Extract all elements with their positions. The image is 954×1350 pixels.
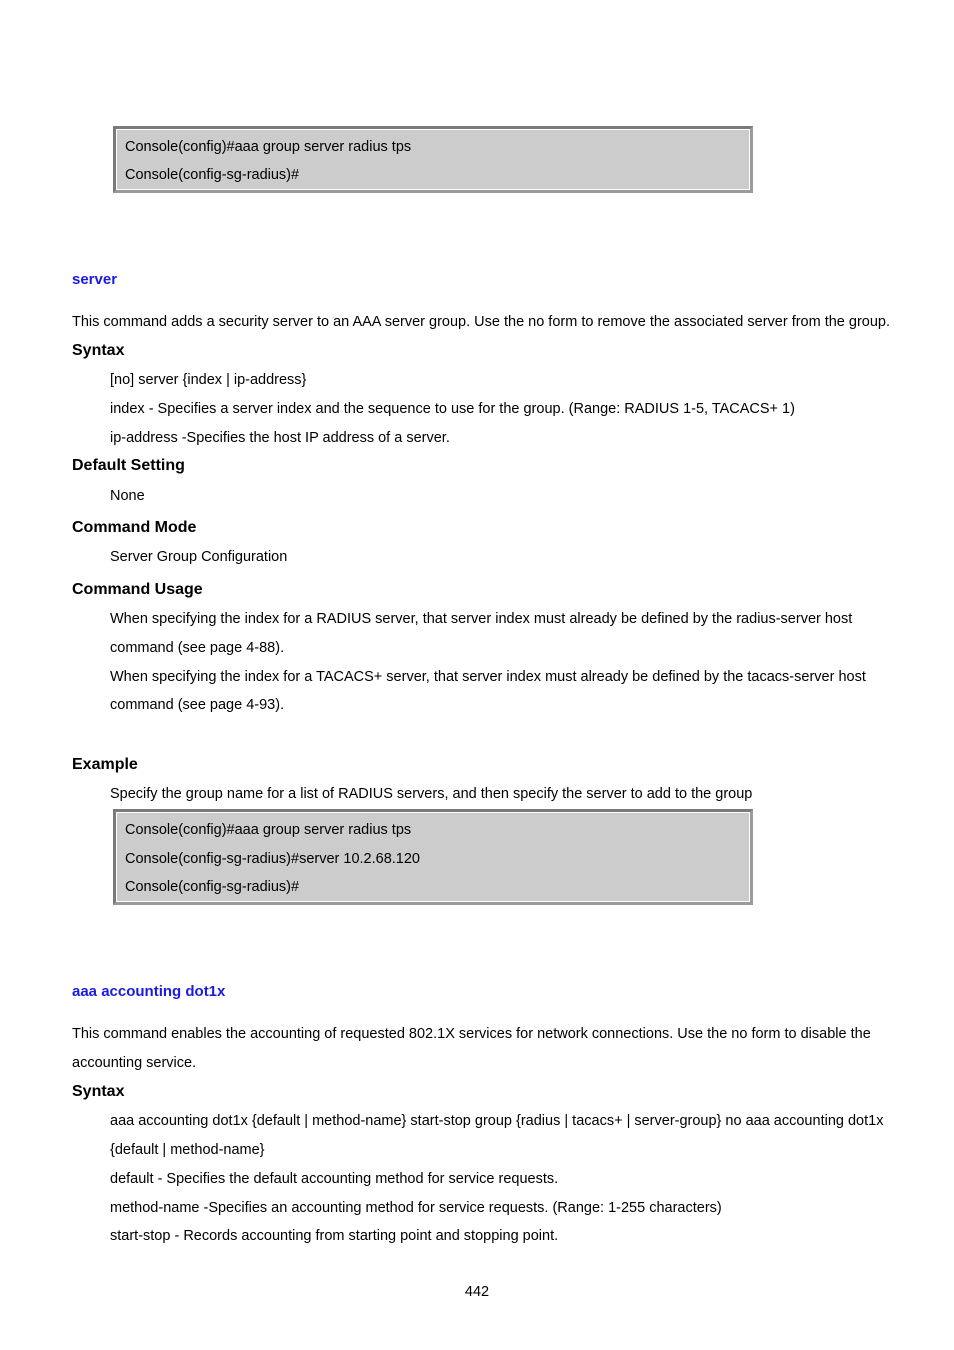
- default-setting-heading: Default Setting: [72, 457, 185, 474]
- usage-line: command (see page 4-88).: [110, 640, 285, 656]
- syntax-heading: Syntax: [72, 342, 125, 359]
- usage-line: command (see page 4-93).: [110, 697, 285, 713]
- syntax-line: index - Specifies a server index and the sequence to use for the group. (Range: RADIUS 1-5, TACACS+ 1): [110, 401, 795, 417]
- syntax-line: start-stop - Records accounting from starting point and stopping point.: [110, 1228, 559, 1244]
- command-usage-heading: Command Usage: [72, 581, 203, 598]
- usage-line: When specifying the index for a TACACS+ server, that server index must already be defined by the tacacs-server host: [110, 669, 866, 685]
- example-intro: Specify the group name for a list of RADIUS servers, and then specify the server to add to the group: [110, 786, 753, 802]
- page-number: 442: [464, 1284, 490, 1300]
- command-mode-heading: Command Mode: [72, 519, 197, 536]
- default-setting-value: None: [110, 488, 145, 504]
- usage-line: When specifying the index for a RADIUS server, that server index must already be defined by the radius-server host: [110, 611, 853, 627]
- console-line: Console(config-sg-radius)#server 10.2.68.120: [125, 851, 420, 867]
- syntax-line: default - Specifies the default accounting method for service requests.: [110, 1171, 559, 1187]
- dot1x-description-line: This command enables the accounting of requested 802.1X services for network connections. Use the no form to disable the: [72, 1026, 871, 1042]
- syntax-line: [no] server {index | ip-address}: [110, 372, 307, 388]
- example-heading: Example: [72, 756, 138, 773]
- section-heading-server: server: [72, 271, 118, 288]
- console-line: Console(config-sg-radius)#: [125, 879, 300, 895]
- console-line: Console(config)#aaa group server radius tps: [125, 139, 412, 155]
- console-box-top: [113, 126, 753, 193]
- syntax-line: aaa accounting dot1x {default | method-name} start-stop group {radius | tacacs+ | server-group} no aaa accounting dot1x: [110, 1113, 884, 1129]
- syntax-line: method-name -Specifies an accounting method for service requests. (Range: 1-255 characters): [110, 1200, 722, 1216]
- section-heading-aaa-accounting-dot1x: aaa accounting dot1x: [72, 983, 226, 1000]
- console-line: Console(config-sg-radius)#: [125, 167, 300, 183]
- console-line: Console(config)#aaa group server radius tps: [125, 822, 412, 838]
- syntax-line: {default | method-name}: [110, 1142, 265, 1158]
- dot1x-description-line: accounting service.: [72, 1055, 197, 1071]
- syntax-line: ip-address -Specifies the host IP address of a server.: [110, 430, 450, 446]
- syntax-heading: Syntax: [72, 1083, 125, 1100]
- console-box-example: [113, 809, 753, 905]
- server-description: This command adds a security server to an AAA server group. Use the no form to remove the associated server from the group.: [72, 314, 891, 330]
- command-mode-value: Server Group Configuration: [110, 549, 288, 565]
